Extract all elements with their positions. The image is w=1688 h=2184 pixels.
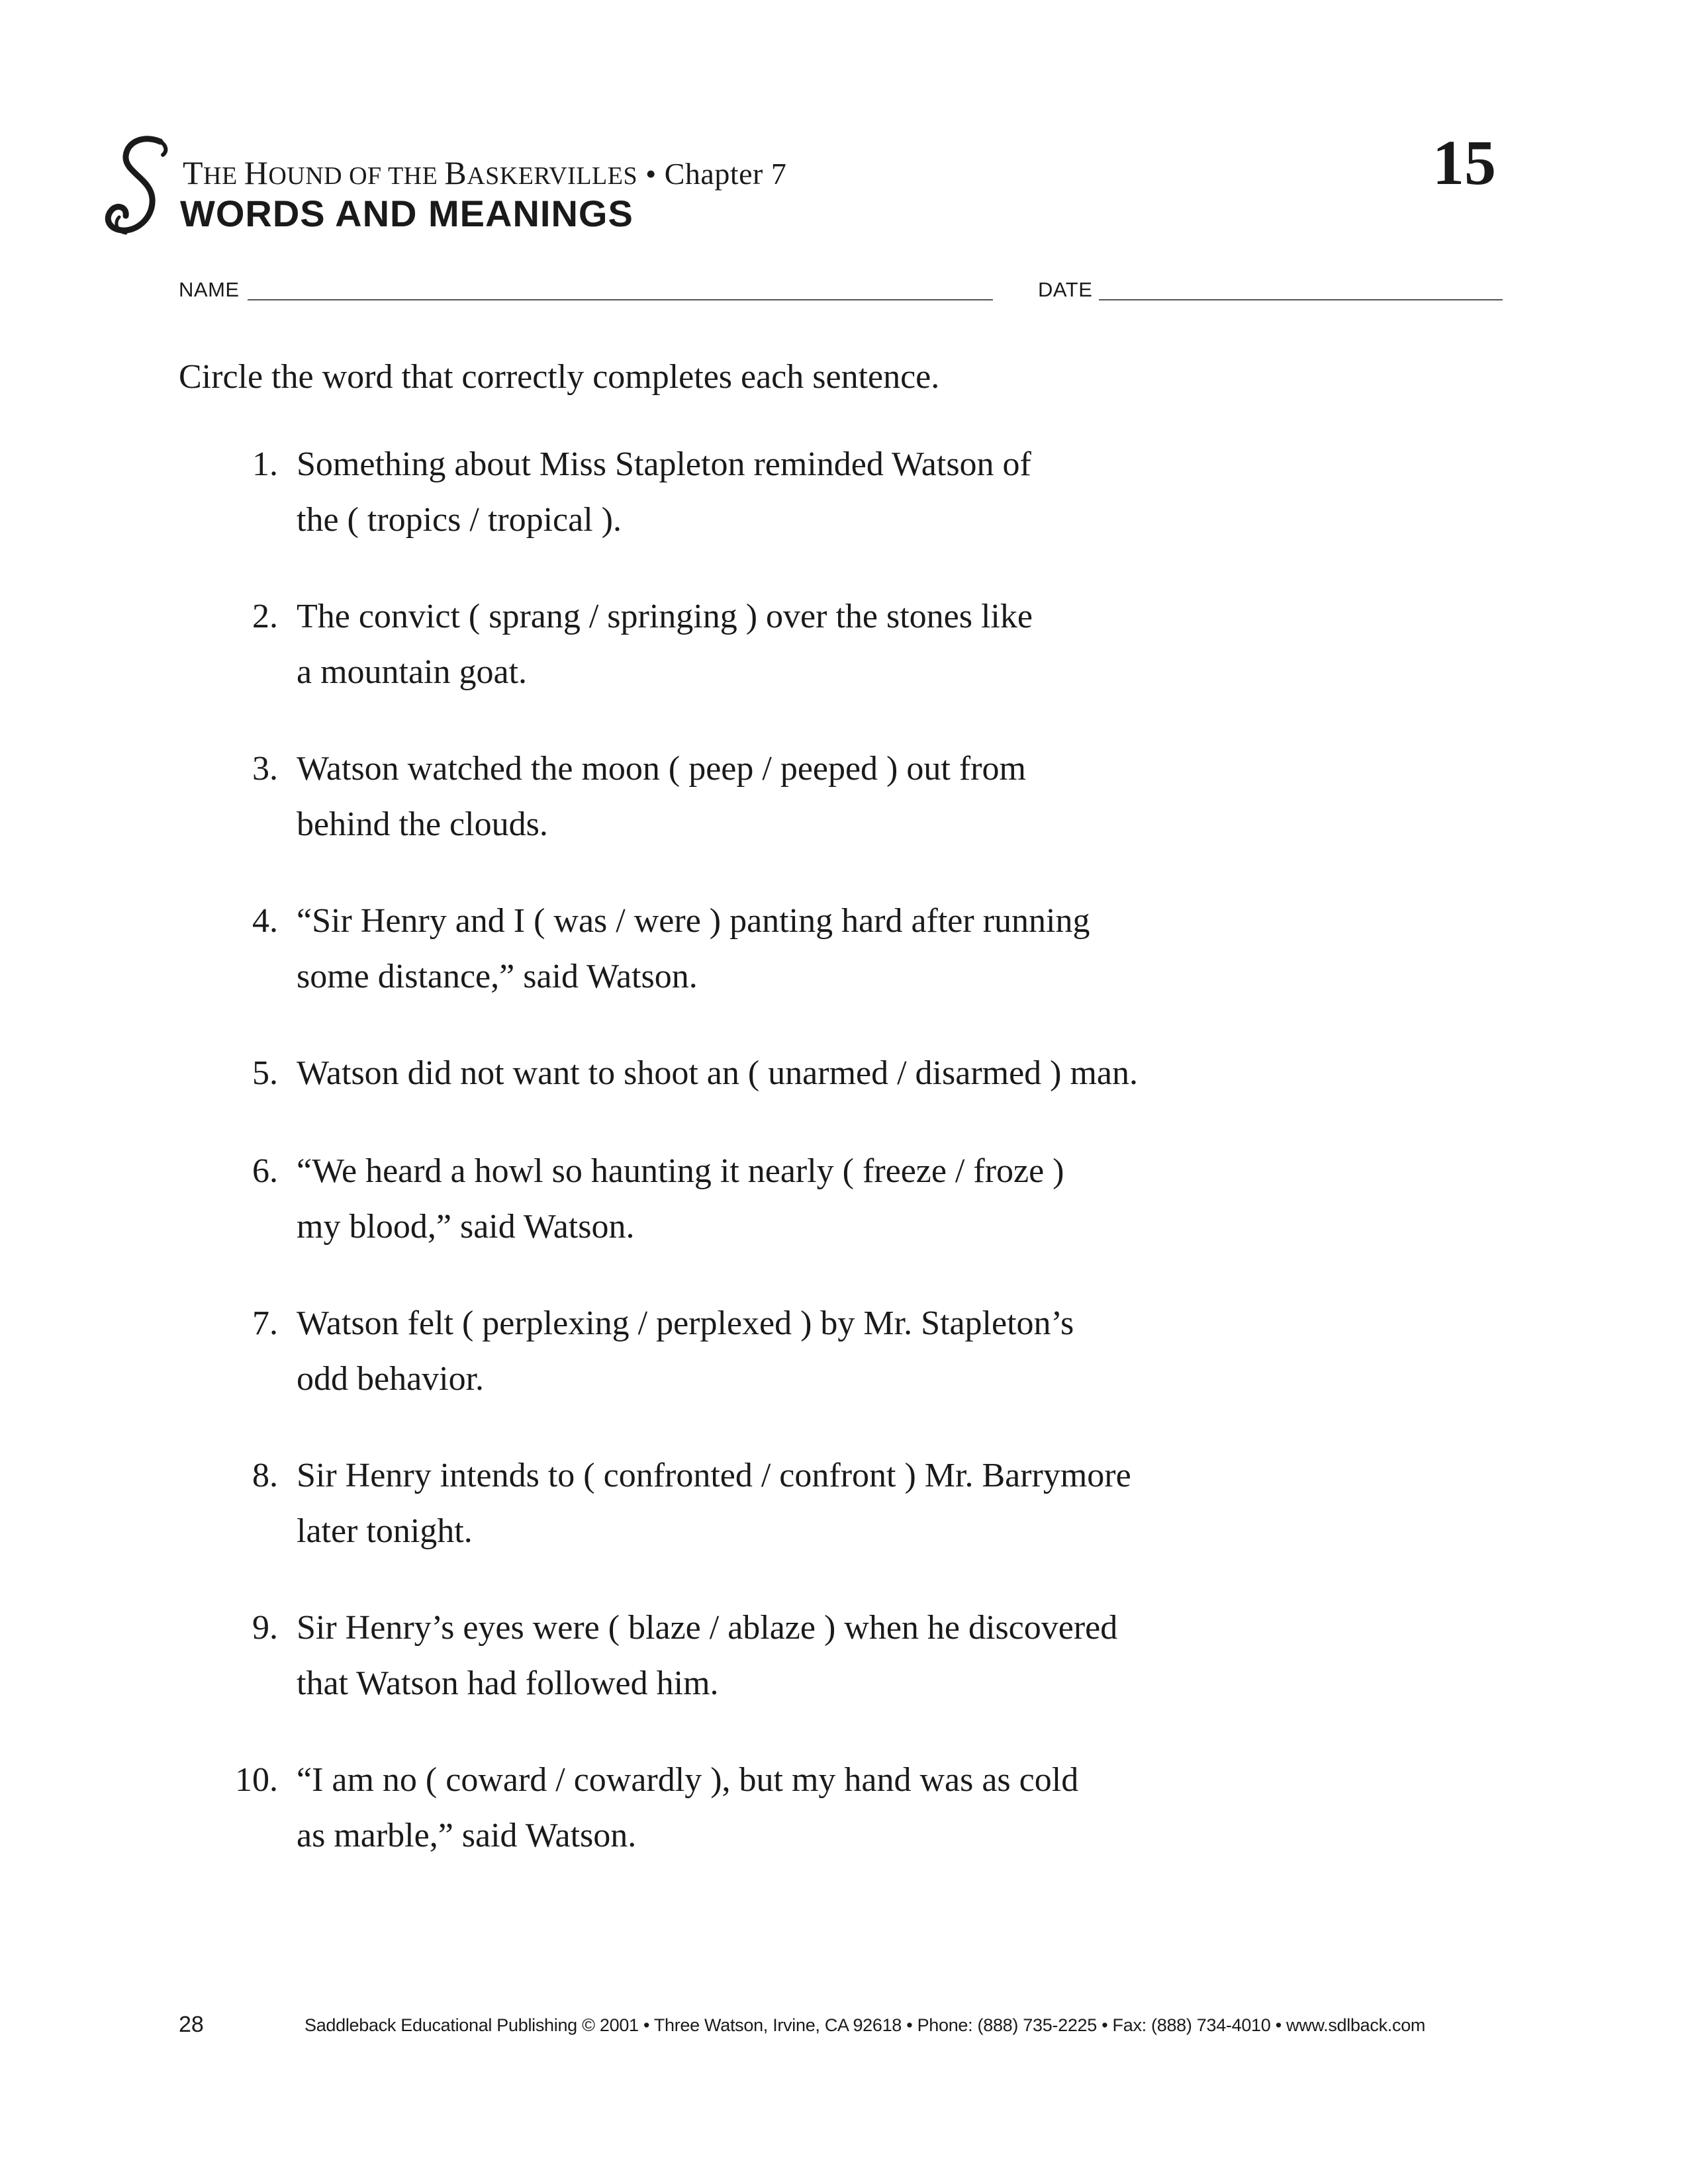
date-label: DATE [1038,278,1093,301]
worksheet-title: WORDS AND MEANINGS [180,193,633,234]
name-field[interactable] [248,299,993,300]
question-line: “I am no ( coward / cowardly ), but my hand was as cold [297,1761,1079,1799]
name-label: NAME [179,278,240,301]
series-text: ASKERVILLES [467,162,638,190]
question-number: 1. [252,445,278,483]
question-line: Watson did not want to shoot an ( unarmed / disarmed ) man. [297,1054,1139,1092]
saddleback-logo-icon [99,132,179,251]
series-letter: B [444,154,467,191]
instructions: Circle the word that correctly completes each sentence. [179,358,940,396]
question-number: 10. [235,1761,278,1799]
worksheet-number: 15 [1432,127,1496,198]
question-number: 5. [252,1054,278,1092]
question-line: “We heard a howl so haunting it nearly ( freeze / froze ) [297,1152,1064,1190]
series-title [183,154,786,192]
question-line: odd behavior. [297,1360,485,1398]
question-number: 8. [252,1457,278,1494]
question-line: my blood,” said Watson. [297,1208,635,1246]
question-line: the ( tropics / tropical ). [297,501,622,539]
question-number: 2. [252,598,278,635]
publisher-credit: Saddleback Educational Publishing © 2001 • Three Watson, Irvine, CA 92618 • Phone: (888) 735-2225 • Fax: (888) 734-4010 • www.sdlback.com [305,2015,1426,2035]
question-number: 3. [252,750,278,788]
chapter-label: • Chapter 7 [637,157,787,191]
question-line: Watson watched the moon ( peep / peeped ) out from [297,750,1026,788]
question-number: 4. [252,902,278,940]
series-letter: H [244,154,269,191]
question-number: 7. [252,1304,278,1342]
series-text: OUND OF THE [268,162,445,190]
series-text: HE [203,162,244,190]
question-line: a mountain goat. [297,653,528,691]
date-field[interactable] [1099,299,1503,300]
question-line: that Watson had followed him. [297,1664,719,1702]
question-line: Sir Henry’s eyes were ( blaze / ablaze ) when he discovered [297,1609,1118,1647]
question-line: Watson felt ( perplexing / perplexed ) by Mr. Stapleton’s [297,1304,1074,1342]
question-line: Something about Miss Stapleton reminded Watson of [297,445,1031,483]
question-line: some distance,” said Watson. [297,958,698,995]
series-letter: T [183,154,204,191]
question-line: behind the clouds. [297,805,548,843]
question-number: 6. [252,1152,278,1190]
question-line: The convict ( sprang / springing ) over the stones like [297,598,1033,635]
question-line: later tonight. [297,1512,473,1550]
question-line: as marble,” said Watson. [297,1817,637,1854]
question-line: “Sir Henry and I ( was / were ) panting hard after running [297,902,1090,940]
footer-page-number: 28 [179,2012,204,2037]
question-number: 9. [252,1609,278,1647]
question-line: Sir Henry intends to ( confronted / confront ) Mr. Barrymore [297,1457,1131,1494]
